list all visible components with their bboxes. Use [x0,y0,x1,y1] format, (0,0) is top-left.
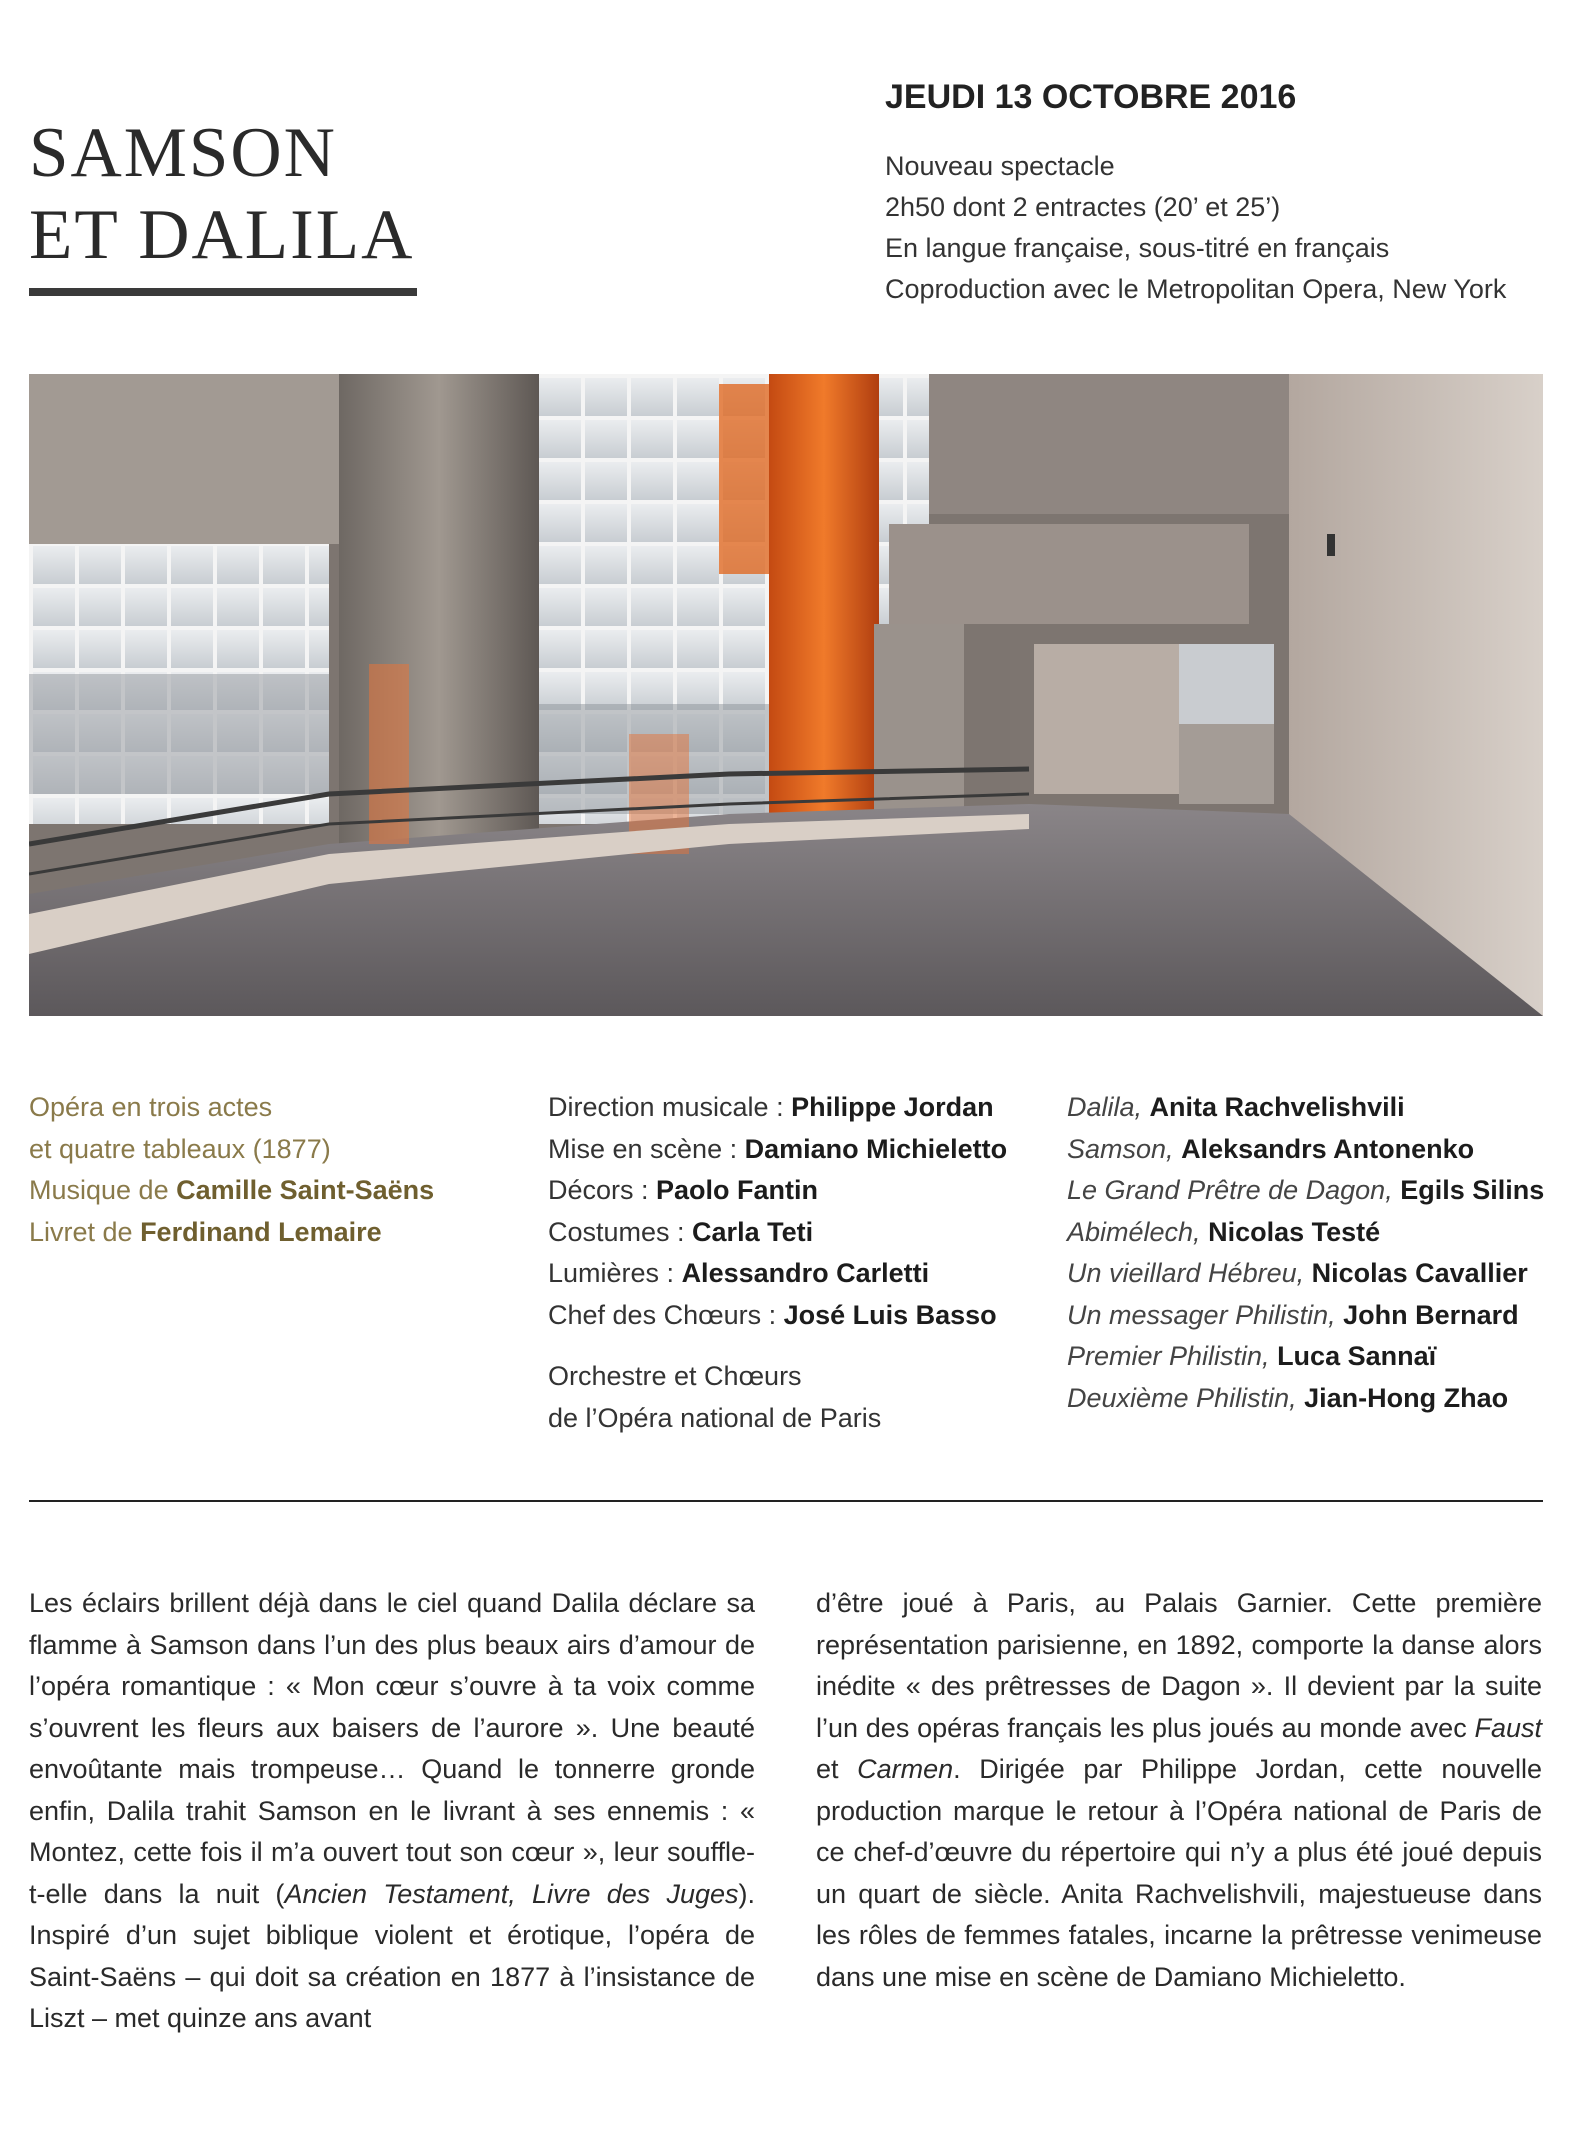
work-line: et quatre tableaux (1877) [29,1133,331,1164]
work-info [29,1087,434,1253]
info-line: Coproduction avec le Metropolitan Opera, New York [885,274,1507,304]
cast-line: Dalila, Anita Rachvelishvili [1067,1092,1405,1122]
synopsis-column-2: d’être joué à Paris, au Palais Garnier. Cette première représentation parisienne, en 1892, comporte la danse alors inédite « des prêtresses de Dagon ». Il devient par la suite l’un des opéras français les plus joués au monde avec Faust et Carmen. Dirigée par Philippe Jordan, cette nouvelle production marque le retour à l’Opéra national de Paris de ce chef-d’œuvre du répertoire qui n’y a plus été joué depuis un quart de siècle. Anita Rachvelishvili, majestueuse dans les rôles de femmes fatales, incarne la prêtresse venimeuse dans une mise en scène de Damiano Michieletto. [816,1588,1542,1992]
page-title [29,112,449,276]
orchestra [548,1356,1007,1439]
cast-list [1067,1087,1544,1419]
title-underline [29,288,417,296]
opera-title-carmen: Carmen [857,1754,954,1784]
composer-name: Camille Saint-Saëns [176,1175,435,1205]
info-line: 2h50 dont 2 entractes (20’ et 25’) [885,192,1281,222]
production-credits [548,1087,1007,1439]
composer-line: Musique de Camille Saint-Saëns [29,1175,435,1205]
credit-line: Lumières : Alessandro Carletti [548,1258,930,1288]
credit-line: Mise en scène : Damiano Michieletto [548,1133,1008,1164]
info-line: En langue française, sous-titré en français [885,233,1390,263]
work-line: Opéra en trois actes [29,1092,273,1122]
orchestra-line: de l’Opéra national de Paris [548,1402,882,1433]
performance-date: JEUDI 13 OCTOBRE 2016 [885,78,1297,116]
performance-info [885,146,1506,310]
synopsis-column-1: Les éclairs brillent déjà dans le ciel quand Dalila déclare sa flamme à Samson dans l’un des plus beaux airs d’amour de l’opéra romantique : « Mon cœur s’ouvre à ta voix comme s’ouvrent les fleurs aux baisers de l’aurore ». Une beauté envoûtante mais trompeuse… Quand le tonnerre gronde enfin, Dalila trahit Samson en le livrant à ses ennemis : « Montez, cette fois il m’a ouvert tout son cœur », leur souffle-t-elle dans la nuit (Ancien Testament, Livre des Juges). Inspiré d’un sujet biblique violent et érotique, l’opéra de Saint-Saëns – qui doit sa création en 1877 à l’insistance de Liszt – met quinze ans avant [29,1588,755,2033]
credit-line: Costumes : Carla Teti [548,1216,814,1247]
cast-line: Abimélech, Nicolas Testé [1067,1216,1381,1247]
opera-title-faust: Faust [1474,1712,1542,1743]
librettist-name: Ferdinand Lemaire [140,1216,382,1247]
orchestra-line: Orchestre et Chœurs [548,1361,802,1391]
cast-line: Un messager Philistin, John Bernard [1067,1299,1519,1330]
librettist-line: Livret de Ferdinand Lemaire [29,1216,382,1247]
credit-line: Direction musicale : Philippe Jordan [548,1092,994,1122]
cast-line: Deuxième Philistin, Jian-Hong Zhao [1067,1382,1509,1413]
cast-line: Un vieillard Hébreu, Nicolas Cavallier [1067,1258,1528,1288]
info-line: Nouveau spectacle [885,151,1115,181]
credit-line: Décors : Paolo Fantin [548,1175,819,1205]
section-divider [29,1500,1543,1502]
biblical-reference: Ancien Testament, Livre des Juges [284,1878,739,1909]
credit-line: Chef des Chœurs : José Luis Basso [548,1299,997,1330]
title-line-2: ET DALILA [29,196,415,274]
title-line-1: SAMSON [29,114,337,192]
cast-line: Samson, Aleksandrs Antonenko [1067,1133,1475,1164]
opera-interior-photo [29,374,1543,1016]
cast-line: Premier Philistin, Luca Sannaï [1067,1341,1437,1371]
cast-line: Le Grand Prêtre de Dagon, Egils Silins [1067,1175,1545,1205]
